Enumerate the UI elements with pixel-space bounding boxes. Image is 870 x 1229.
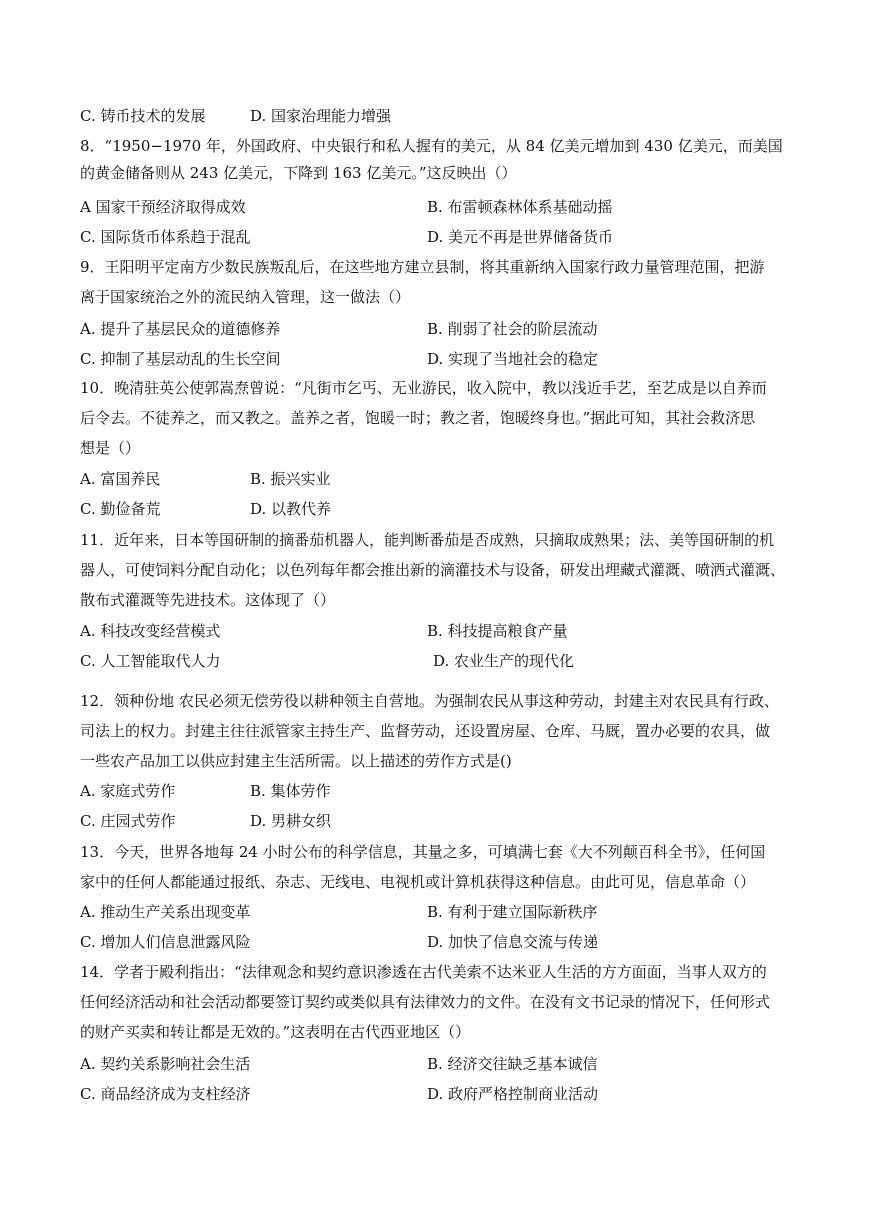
q11-option-d: D. 农业生产的现代化	[433, 652, 575, 670]
q12-option-a: A. 家庭式劳作	[80, 782, 176, 800]
q12-stem-line-1: 12．领种份地 农民必须无偿劳役以耕种领主自营地。为强制农民从事这种劳动，封建主对农民具有行政、	[80, 692, 779, 710]
q8-option-a: A 国家干预经济取得成效	[80, 198, 246, 216]
q11-option-a: A. 科技改变经营模式	[80, 622, 221, 640]
q14-option-b: B. 经济交往缺乏基本诚信	[427, 1055, 598, 1073]
q10-option-a: A. 富国养民	[80, 470, 161, 488]
q14-stem-line-1: 14．学者于殿利指出：“法律观念和契约意识渗透在古代美索不达米亚人生活的方方面面，当事人双方的	[80, 963, 767, 981]
q14-stem-line-3: 的财产买卖和转让都是无效的。”这表明在古代西亚地区（）	[80, 1023, 471, 1041]
q9-option-c: C. 抑制了基层动乱的生长空间	[80, 350, 281, 368]
q9-option-a: A. 提升了基层民众的道德修养	[80, 320, 281, 338]
q11-stem-line-3: 散布式灌溉等先进技术。这体现了（）	[80, 591, 336, 609]
q11-stem-line-2: 器人，可使饲料分配自动化；以色列每年都会推出新的滴灌技术与设备，研发出埋藏式灌溉、喷洒式灌溉、	[80, 561, 786, 579]
q8-option-d: D. 美元不再是世界储备货币	[427, 228, 614, 246]
q12-option-b: B. 集体劳作	[250, 782, 331, 800]
q8-stem-line-1: 8．“1950−1970 年，外国政府、中央银行和私人握有的美元，从 84 亿美元增加到 430 亿美元，而美国	[80, 137, 783, 155]
q13-option-c: C. 增加人们信息泄露风险	[80, 933, 251, 951]
q12-stem-line-2: 司法上的权力。封建主往往派管家主持生产、监督劳动，还设置房屋、仓库、马厩，置办必要的农具，做	[80, 722, 771, 740]
q13-option-b: B. 有利于建立国际新秩序	[427, 903, 598, 921]
q9-option-d: D. 实现了当地社会的稳定	[427, 350, 599, 368]
q7-option-c: C. 铸币技术的发展	[80, 107, 206, 125]
q10-stem-line-3: 想是（）	[80, 439, 141, 457]
q12-option-d: D. 男耕女织	[250, 812, 332, 830]
q9-option-b: B. 削弱了社会的阶层流动	[427, 320, 598, 338]
q11-option-b: B. 科技提高粮食产量	[427, 622, 568, 640]
q13-stem-line-1: 13．今天，世界各地每 24 小时公布的科学信息，其量之多，可填满七套《大不列颠百科全书》，任何国	[80, 843, 766, 861]
q9-stem-line-1: 9．王阳明平定南方少数民族叛乱后，在这些地方建立县制，将其重新纳入国家行政力量管理范围，把游	[80, 258, 765, 276]
q10-stem-line-2: 后令去。不徒养之，而又教之。盖养之者，饱暖一时；教之者，饱暖终身也。”据此可知，其社会救济思	[80, 409, 756, 427]
q8-option-b: B. 布雷顿森林体系基础动摇	[427, 198, 613, 216]
q10-stem-line-1: 10．晚清驻英公使郭嵩焘曾说：“凡街市乞丐、无业游民，收入院中，教以浅近手艺，至艺成是以自养而	[80, 379, 767, 397]
q11-stem-line-1: 11．近年来，日本等国研制的摘番茄机器人，能判断番茄是否成熟，只摘取成熟果；法、美等国研制的机	[80, 531, 775, 549]
q13-option-d: D. 加快了信息交流与传递	[427, 933, 599, 951]
q10-option-b: B. 振兴实业	[250, 470, 331, 488]
q12-option-c: C. 庄园式劳作	[80, 812, 176, 830]
q9-stem-line-2: 离于国家统治之外的流民纳入管理，这一做法（）	[80, 288, 411, 306]
q13-option-a: A. 推动生产关系出现变革	[80, 903, 251, 921]
q7-option-d: D. 国家治理能力增强	[250, 107, 392, 125]
q14-option-c: C. 商品经济成为支柱经济	[80, 1085, 251, 1103]
q12-stem-line-3: 一些农产品加工以供应封建主生活所需。以上描述的劳作方式是()	[80, 752, 512, 770]
q14-option-d: D. 政府严格控制商业活动	[427, 1085, 599, 1103]
q13-stem-line-2: 家中的任何人都能通过报纸、杂志、无线电、电视机或计算机获得这种信息。由此可见，信息革命（）	[80, 873, 756, 891]
q11-option-c: C. 人工智能取代人力	[80, 652, 221, 670]
q14-stem-line-2: 任何经济活动和社会活动都要签订契约或类似具有法律效力的文件。在没有文书记录的情况下，任何形式	[80, 993, 771, 1011]
q10-option-d: D. 以教代养	[250, 500, 332, 518]
q8-stem-line-2: 的黄金储备则从 243 亿美元，下降到 163 亿美元。”这反映出（）	[80, 164, 517, 182]
q10-option-c: C. 勤俭备荒	[80, 500, 161, 518]
q14-option-a: A. 契约关系影响社会生活	[80, 1055, 251, 1073]
q8-option-c: C. 国际货币体系趋于混乱	[80, 228, 251, 246]
